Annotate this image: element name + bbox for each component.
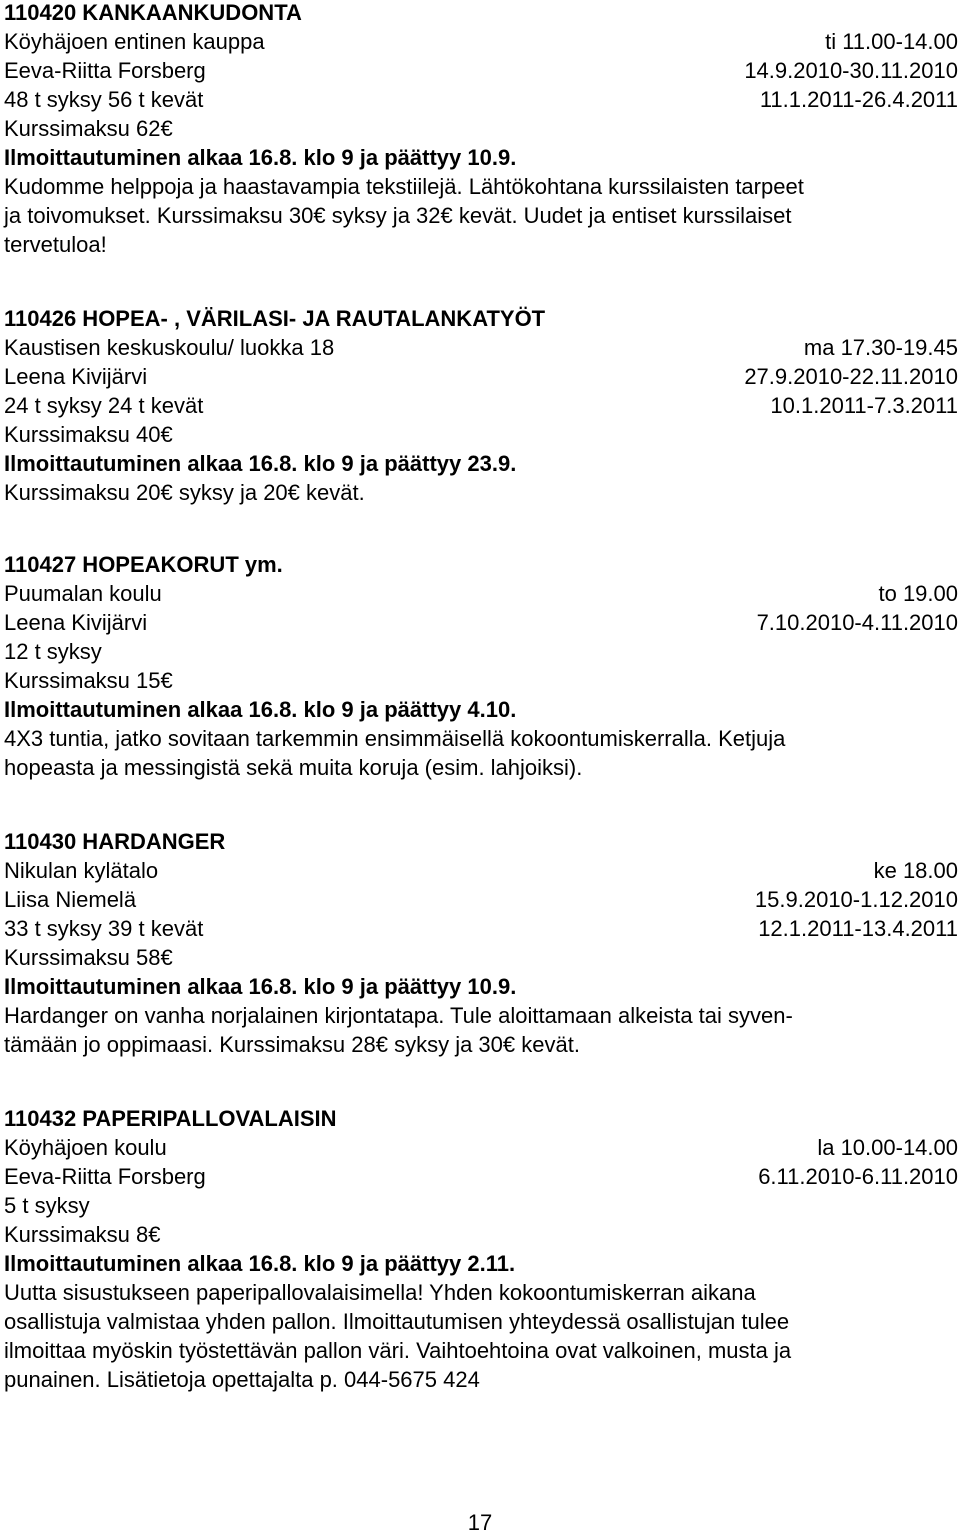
schedule: ti 11.00-14.00 [825,29,958,54]
course-section [4,304,958,507]
course-row-fee [4,666,958,695]
hours: 5 t syksy [4,1193,90,1218]
registration-info: Ilmoittautuminen alkaa 16.8. klo 9 ja päättyy 10.9. [4,974,517,999]
date-range: 6.11.2010-6.11.2010 [758,1164,958,1189]
hours: 12 t syksy [4,639,102,664]
location: Kaustisen keskuskoulu/ luokka 18 [4,335,335,360]
course-row-fee [4,114,958,143]
location: Nikulan kylätalo [4,858,159,883]
course-row-fee [4,1220,958,1249]
course-section [4,1104,958,1394]
course-row-teacher [4,885,958,914]
course-title: 110430 HARDANGER [4,829,226,854]
location: Köyhäjoen entinen kauppa [4,29,265,54]
course-description: 4X3 tuntia, jatko sovitaan tarkemmin ensimmäisellä kokoontumiskerralla. Ketjuja hopeasta ja messingistä sekä muita koruja (esim. lahjoiksi). [4,726,786,780]
course-description: Kudomme helppoja ja haastavampia tekstiilejä. Lähtökohtana kurssilaisten tarpeet ja toivomukset. Kurssimaksu 30€ syksy ja 32€ kevät. Uudet ja entiset kurssilaiset tervetuloa! [4,174,804,257]
course-row-teacher [4,608,958,637]
registration-info: Ilmoittautuminen alkaa 16.8. klo 9 ja päättyy 23.9. [4,451,517,476]
location: Puumalan koulu [4,581,162,606]
course-row-fee [4,420,958,449]
registration-info: Ilmoittautuminen alkaa 16.8. klo 9 ja päättyy 10.9. [4,145,517,170]
date-range-autumn: 15.9.2010-1.12.2010 [754,887,958,912]
course-title: 110426 HOPEA- , VÄRILASI- JA RAUTALANKATYÖT [4,306,546,331]
date-range-spring: 12.1.2011-13.4.2011 [758,916,958,941]
registration-info: Ilmoittautuminen alkaa 16.8. klo 9 ja päättyy 4.10. [4,697,517,722]
course-description: Uutta sisustukseen paperipallovalaisimella! Yhden kokoontumiskerran aikana osallistuja valmistaa yhden pallon. Ilmoittautumisen yhteydessä osallistujan tulee ilmoittaa myöskin työstettävän pallon väri. Vaihtoehtoina ovat valkoinen, musta ja punainen. Lisätietoja opettajalta p. 044-5675 424 [4,1280,792,1392]
teacher: Leena Kivijärvi [4,364,148,389]
course-row-hours [4,637,958,666]
schedule: la 10.00-14.00 [817,1135,958,1160]
teacher: Eeva-Riitta Forsberg [4,1164,206,1189]
page-number: 17 [467,1510,493,1535]
course-section [4,827,958,1059]
course-fee: Kurssimaksu 40€ [4,422,173,447]
course-row-teacher [4,56,958,85]
course-row-teacher [4,1162,958,1191]
date-range-autumn: 27.9.2010-22.11.2010 [744,364,958,389]
registration-info: Ilmoittautuminen alkaa 16.8. klo 9 ja päättyy 2.11. [4,1251,516,1276]
course-section [4,550,958,782]
course-description: Hardanger on vanha norjalainen kirjontatapa. Tule aloittamaan alkeista tai syven- tämään jo oppimaasi. Kurssimaksu 28€ syksy ja 30€ kevät. [4,1003,793,1057]
course-row-location [4,1133,958,1162]
schedule: to 19.00 [878,581,958,606]
date-range-spring: 10.1.2011-7.3.2011 [770,393,958,418]
course-row-hours [4,391,958,420]
teacher: Eeva-Riitta Forsberg [4,58,206,83]
date-range-autumn: 7.10.2010-4.11.2010 [756,610,958,635]
course-description: Kurssimaksu 20€ syksy ja 20€ kevät. [4,480,365,505]
course-row-location [4,27,958,56]
course-row-location [4,856,958,885]
location: Köyhäjoen koulu [4,1135,167,1160]
hours: 24 t syksy 24 t kevät [4,393,204,418]
course-row-fee [4,943,958,972]
teacher: Liisa Niemelä [4,887,137,912]
course-row-location [4,333,958,362]
date-range-autumn: 14.9.2010-30.11.2010 [744,58,958,83]
schedule: ke 18.00 [873,858,958,883]
date-range-spring: 11.1.2011-26.4.2011 [759,87,958,112]
course-title: 110432 PAPERIPALLOVALAISIN [4,1106,337,1131]
course-section [4,0,958,259]
course-title: 110427 HOPEAKORUT ym. [4,552,283,577]
course-fee: Kurssimaksu 58€ [4,945,173,970]
course-row-teacher [4,362,958,391]
course-fee: Kurssimaksu 62€ [4,116,173,141]
schedule: ma 17.30-19.45 [803,335,958,360]
course-row-hours [4,1191,958,1220]
course-row-location [4,579,958,608]
hours: 48 t syksy 56 t kevät [4,87,204,112]
teacher: Leena Kivijärvi [4,610,148,635]
course-fee: Kurssimaksu 15€ [4,668,173,693]
course-row-hours [4,85,958,114]
course-fee: Kurssimaksu 8€ [4,1222,161,1247]
course-row-hours [4,914,958,943]
hours: 33 t syksy 39 t kevät [4,916,204,941]
course-title: 110420 KANKAANKUDONTA [4,0,302,25]
